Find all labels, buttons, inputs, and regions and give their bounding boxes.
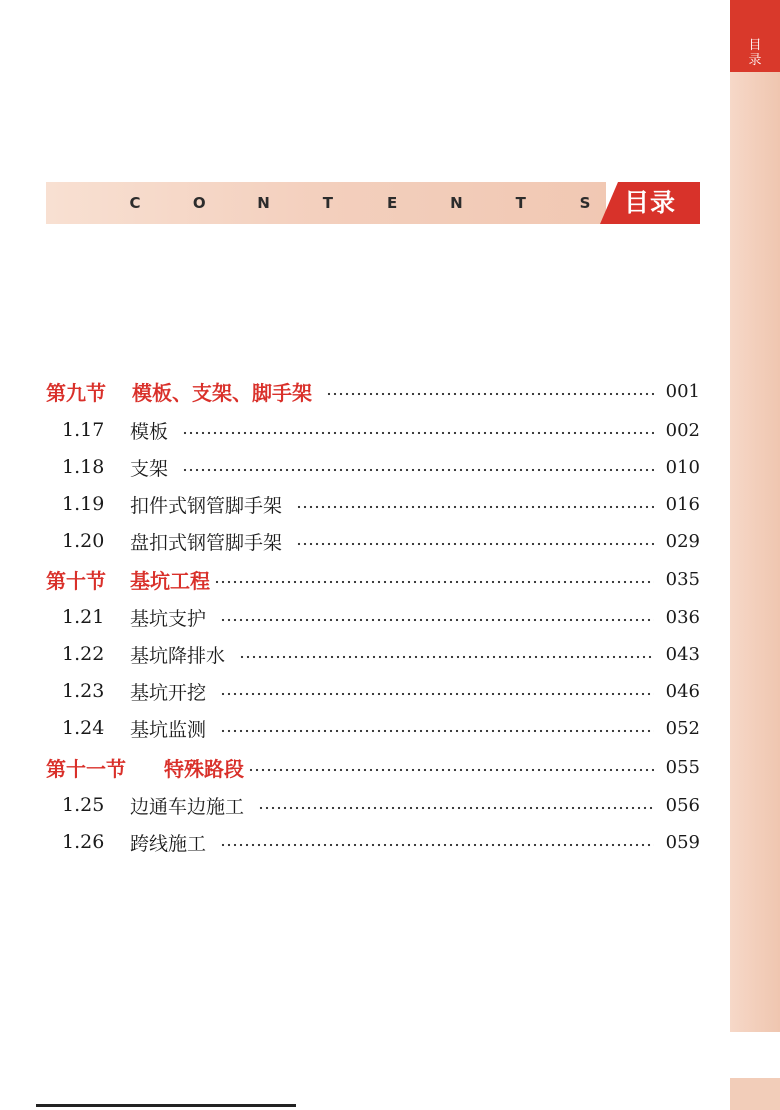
toc-dot-leader [182,431,654,435]
toc-section-row[interactable] [46,376,700,406]
side-tab-contents[interactable] [730,0,780,72]
toc-dot-leader [220,729,654,733]
toc-page-number: 010 [665,456,700,478]
toc-item-title: 基坑开挖 [130,681,207,704]
toc-item-title: 模板 [130,420,169,443]
header-letter: T [515,194,526,212]
toc-page-number: 029 [665,530,700,552]
toc-page-number: 001 [665,380,700,402]
toc-page-number: 016 [665,493,700,515]
toc-dot-leader [220,618,654,622]
side-strip [730,0,780,1032]
toc-dot-leader [296,542,654,546]
toc-dot-leader [326,392,654,396]
toc-dot-leader [296,505,654,509]
toc-item-number: 1.24 [62,717,105,739]
toc-item-row[interactable] [46,415,700,445]
toc-section-row[interactable] [46,752,700,782]
toc-section-number: 第九节 [46,380,106,405]
toc-dot-leader [239,655,654,659]
toc-item-row[interactable] [46,713,700,743]
footer-rule [36,1104,296,1107]
toc-page-number: 043 [665,643,700,665]
toc-item-number: 1.17 [62,419,105,441]
toc-item-row[interactable] [46,602,700,632]
toc-item-number: 1.18 [62,456,105,478]
toc-item-number: 1.21 [62,606,105,628]
toc-page-number: 056 [665,794,700,816]
header-letter: C [129,194,141,212]
side-tab-label-1: 目 [748,38,762,53]
toc-item-row[interactable] [46,452,700,482]
toc-item-row[interactable] [46,489,700,519]
toc-section-row[interactable] [46,564,700,594]
toc-item-row[interactable] [46,639,700,669]
toc-item-row[interactable] [46,790,700,820]
side-strip-lower [730,1078,780,1110]
contents-header-letters [120,182,600,224]
toc-dot-leader [220,692,654,696]
toc-section-title: 特殊路段 [164,756,244,781]
toc-page-number: 052 [665,717,700,739]
toc-item-title: 基坑降排水 [130,644,226,667]
toc-item-row[interactable] [46,526,700,556]
toc-item-title: 盘扣式钢管脚手架 [130,531,283,554]
header-letter: S [579,194,591,212]
side-tab-label-2: 录 [748,53,762,68]
toc-item-title: 基坑支护 [130,607,207,630]
toc-item-title: 跨线施工 [130,832,207,855]
toc-page-number: 002 [665,419,700,441]
toc-page-number: 055 [665,756,700,778]
toc-item-number: 1.23 [62,680,105,702]
toc-dot-leader [248,768,654,772]
toc-section-number: 第十一节 [46,756,126,781]
toc-item-number: 1.19 [62,493,105,515]
toc-page-number: 059 [665,831,700,853]
toc-dot-leader [214,580,654,584]
toc-dot-leader [258,806,654,810]
header-letter: N [450,194,463,212]
toc-item-number: 1.20 [62,530,105,552]
toc-item-title: 支架 [130,457,169,480]
toc-dot-leader [220,843,654,847]
toc-page-number: 035 [665,568,700,590]
toc-item-title: 扣件式钢管脚手架 [130,494,283,517]
page-title: 目录 [624,188,677,217]
header-letter: T [322,194,333,212]
toc-page-number: 036 [665,606,700,628]
toc-item-number: 1.22 [62,643,105,665]
toc-dot-leader [182,468,654,472]
toc-item-number: 1.26 [62,831,105,853]
toc-section-number: 第十节 [46,568,106,593]
toc-section-title: 基坑工程 [130,568,210,593]
toc-item-row[interactable] [46,676,700,706]
toc-item-title: 基坑监测 [130,718,207,741]
header-letter: E [387,194,398,212]
toc-page-number: 046 [665,680,700,702]
header-letter: N [257,194,270,212]
toc-item-row[interactable] [46,827,700,857]
toc-section-title: 模板、支架、脚手架 [132,380,312,405]
toc-item-number: 1.25 [62,794,105,816]
toc-item-title: 边通车边施工 [130,795,245,818]
header-letter: O [192,194,206,212]
